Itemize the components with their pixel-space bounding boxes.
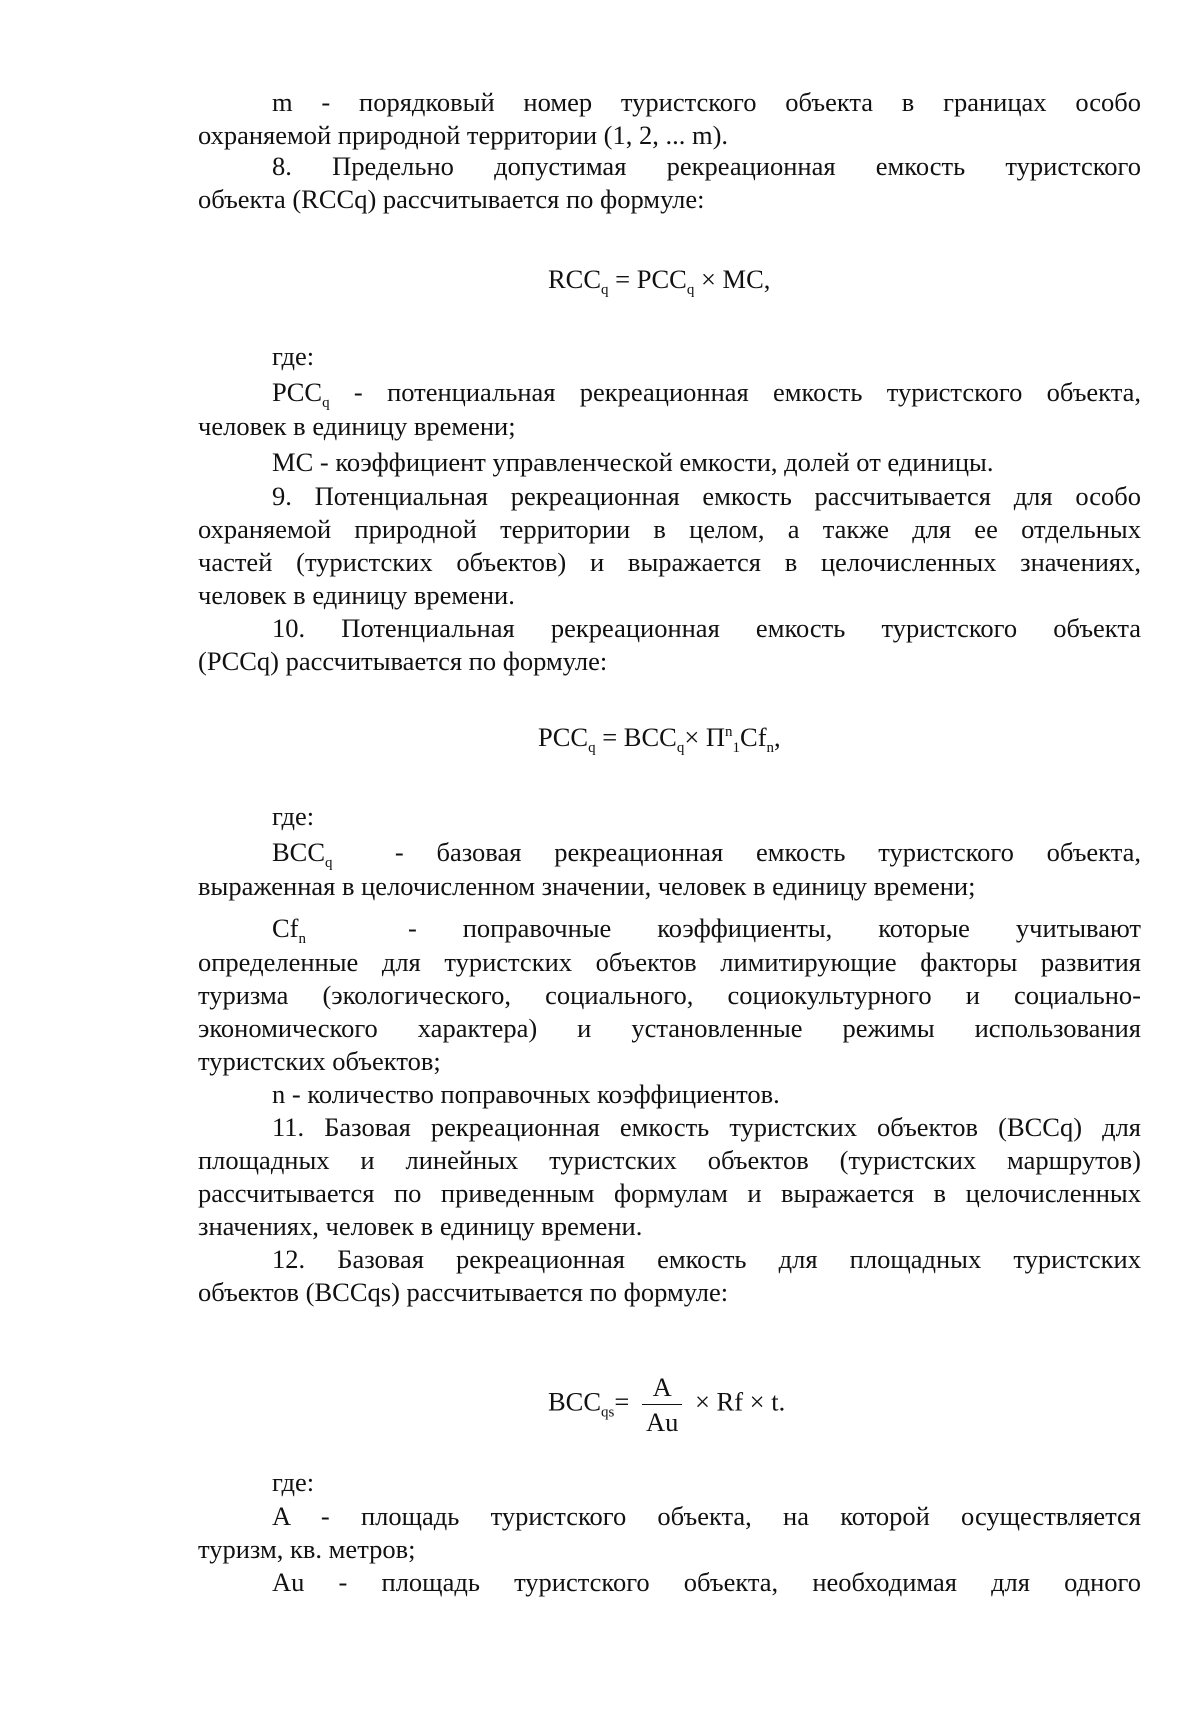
where-label-1: где: bbox=[272, 341, 315, 371]
paragraph-m: m - порядковый номер туристского объекта в границах особо bbox=[272, 87, 1141, 117]
definition-cf-l5: туристских объектов; bbox=[198, 1046, 441, 1076]
definition-a: A - площадь туристского объекта, на которой осуществляется bbox=[272, 1501, 1141, 1531]
paragraph-9-l3: частей (туристских объектов) и выражается в целочисленных значениях, bbox=[198, 547, 1141, 577]
definition-cf-l3: туризма (экологического, социального, социокультурного и социально- bbox=[198, 980, 1141, 1010]
definition-cf-l2: определенные для туристских объектов лимитирующие факторы развития bbox=[198, 947, 1141, 977]
definition-bcc-cont: выраженная в целочисленном значении, человек в единицу времени; bbox=[198, 871, 976, 901]
paragraph-10-cont: (PCCq) рассчитывается по формуле: bbox=[198, 646, 608, 676]
paragraph-9: 9. Потенциальная рекреационная емкость рассчитывается для особо bbox=[272, 481, 1141, 511]
definition-pcc: $PCC_q$ - потенциальная рекреационная емкость туристского объекта, bbox=[272, 377, 1141, 411]
definition-cf: $Cf_n$ - поправочные коэффициенты, которые учитывают bbox=[272, 913, 1141, 947]
definition-mc: MC - коэффициент управленческой емкости, долей от единицы. bbox=[272, 447, 994, 477]
paragraph-9-l4: человек в единицу времени. bbox=[198, 580, 515, 610]
paragraph-11-l3: рассчитывается по приведенным формулам и выражается в целочисленных bbox=[198, 1178, 1141, 1208]
paragraph-11: 11. Базовая рекреационная емкость туристских объектов (BCCq) для bbox=[272, 1112, 1141, 1142]
definition-n: n - количество поправочных коэффициентов. bbox=[272, 1079, 780, 1109]
term-bcc: $BCC_q$ bbox=[272, 837, 333, 871]
paragraph-12: 12. Базовая рекреационная емкость для площадных туристских bbox=[272, 1244, 1141, 1274]
where-label-3: где: bbox=[272, 1467, 315, 1497]
definition-bcc: $BCC_q$ - базовая рекреационная емкость туристского объекта, bbox=[272, 837, 1142, 871]
paragraph-8-cont: объекта (RCCq) рассчитывается по формуле: bbox=[198, 184, 705, 214]
definition-a-cont: туризм, кв. метров; bbox=[198, 1534, 416, 1564]
paragraph-11-l2: площадных и линейных туристских объектов (туристских маршрутов) bbox=[198, 1145, 1141, 1175]
term-pcc: $PCC_q$ bbox=[272, 377, 330, 411]
formula-rcc: $RCC_q = PCC_q$ × MC, bbox=[548, 264, 771, 298]
paragraph-12-cont: объектов (BCCqs) рассчитывается по формуле: bbox=[198, 1277, 729, 1307]
paragraph-9-l2: охраняемой природной территории в целом, а также для ее отдельных bbox=[198, 514, 1141, 544]
where-label-2: где: bbox=[272, 801, 315, 831]
formula-pcc: $PCC_q = BCC_q\times П^n_1Cf_n$, bbox=[538, 722, 781, 756]
paragraph-11-l4: значениях, человек в единицу времени. bbox=[198, 1211, 643, 1241]
fraction-a-over-au: $\frac{A}{Au}$ bbox=[642, 1372, 682, 1437]
definition-cf-l4: экономического характера) и установленные режимы использования bbox=[198, 1013, 1141, 1043]
definition-pcc-cont: человек в единицу времени; bbox=[198, 411, 516, 441]
formula-bccqs: $BCC_{qs}=$ $\frac{A}{Au}$ × Rf × t. bbox=[548, 1372, 786, 1437]
paragraph-10: 10. Потенциальная рекреационная емкость туристского объекта bbox=[272, 613, 1141, 643]
definition-au: Au - площадь туристского объекта, необходимая для одного bbox=[272, 1567, 1141, 1597]
paragraph-8: 8. Предельно допустимая рекреационная емкость туристского bbox=[272, 151, 1141, 181]
paragraph-m-cont: охраняемой природной территории (1, 2, ... m). bbox=[198, 120, 729, 150]
term-cf: $Cf_n$ bbox=[272, 913, 306, 947]
